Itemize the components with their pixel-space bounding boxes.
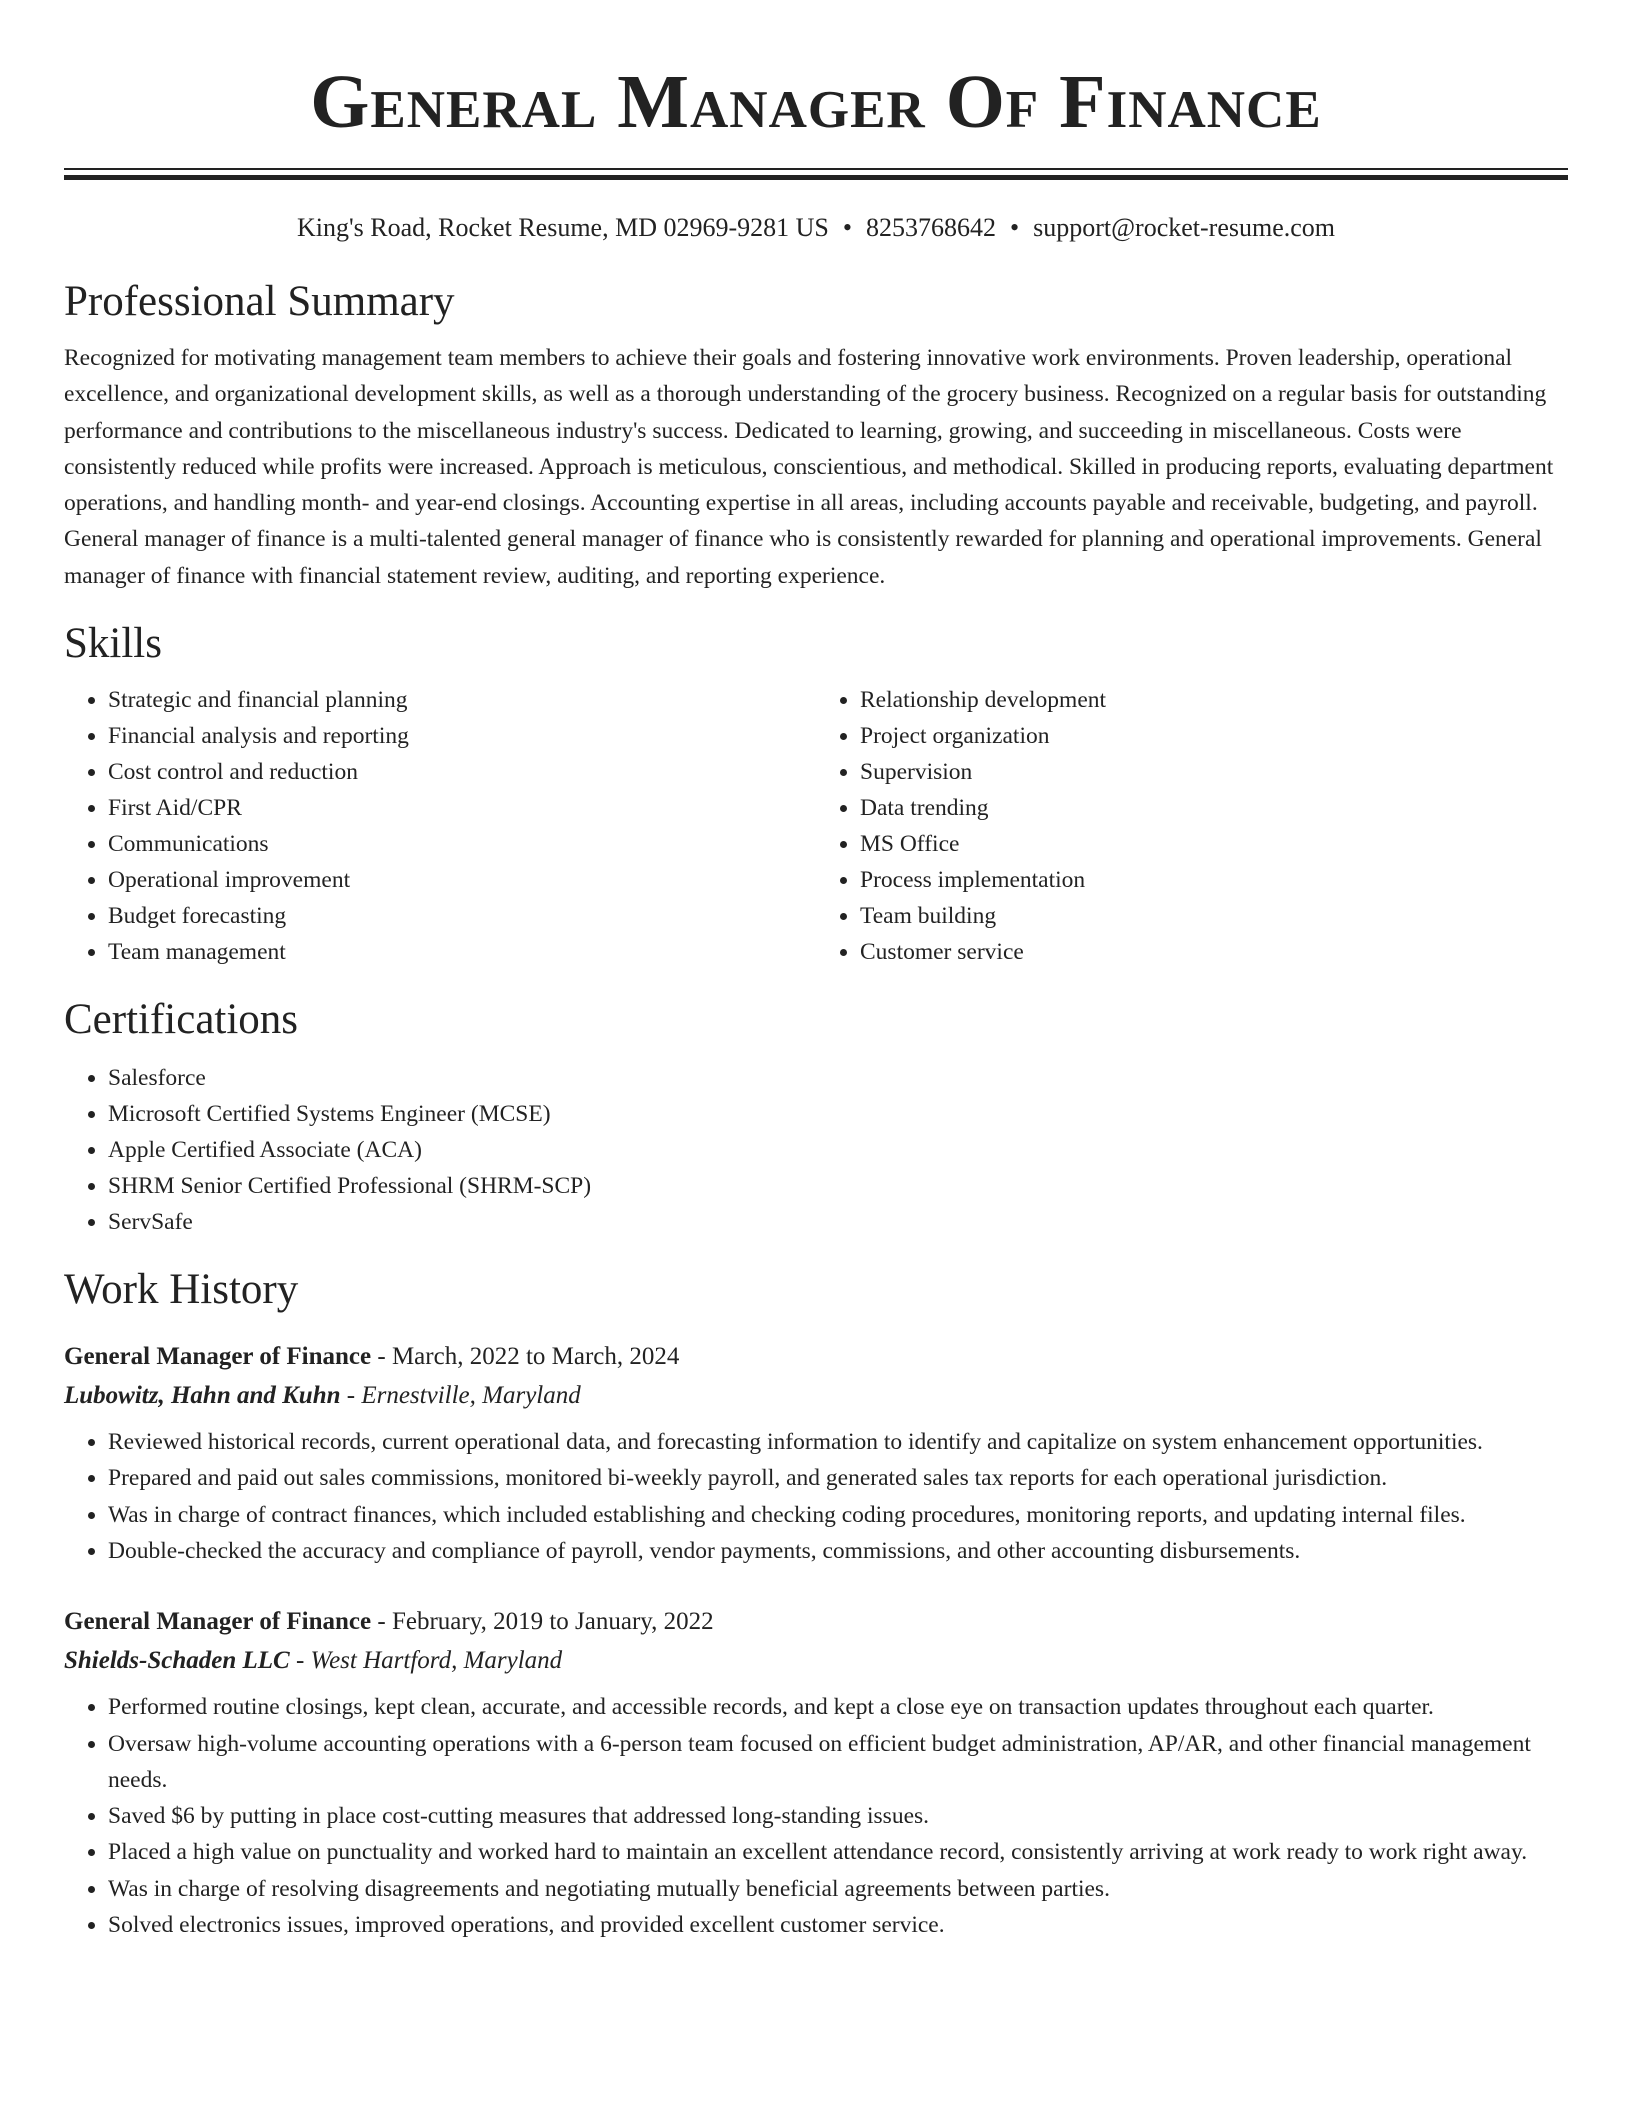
resume-page <box>64 0 1568 1943</box>
job-bullet: • Oversaw high-volume accounting operations with a 6-person team focused on efficient budget administration, AP/AR, and other financial management needs. <box>108 1726 1568 1799</box>
job-entry <box>64 1603 1568 1943</box>
skill-item: • Strategic and financial planning <box>108 682 816 718</box>
job-dates: - February, 2019 to January, 2022 <box>371 1608 714 1636</box>
contact-separator: • <box>842 213 852 242</box>
skill-item: • First Aid/CPR <box>108 790 816 826</box>
skill-item: • Supervision <box>860 754 1568 790</box>
skill-item: • Financial analysis and reporting <box>108 718 816 754</box>
job-bullet: • Placed a high value on punctuality and worked hard to maintain an excellent attendance record, consistently arriving at work ready to work right away. <box>108 1834 1568 1870</box>
header-rule-thin <box>64 168 1568 170</box>
job-entry <box>64 1338 1568 1569</box>
skill-item: • MS Office <box>860 826 1568 862</box>
contact-address: King's Road, Rocket Resume, MD 02969-9281 US <box>296 213 829 242</box>
contact-email: support@rocket-resume.com <box>1033 213 1336 242</box>
skill-item: • Team building <box>860 898 1568 934</box>
certification-item: • Salesforce <box>108 1060 1568 1096</box>
skills-list-right <box>816 682 1568 970</box>
skill-item: • Communications <box>108 826 816 862</box>
job-company: Shields-Schaden LLC <box>64 1647 290 1675</box>
certification-item: • ServSafe <box>108 1204 1568 1240</box>
job-title-line <box>64 1338 1568 1376</box>
certifications-list <box>64 1060 1568 1240</box>
job-bullet: • Was in charge of resolving disagreements and negotiating mutually beneficial agreements between parties. <box>108 1871 1568 1907</box>
skill-item: • Budget forecasting <box>108 898 816 934</box>
job-bullets <box>64 1424 1568 1569</box>
skill-item: • Relationship development <box>860 682 1568 718</box>
skill-item: • Cost control and reduction <box>108 754 816 790</box>
skill-item: • Data trending <box>860 790 1568 826</box>
skills-list-left <box>64 682 816 970</box>
job-bullet: • Was in charge of contract finances, which included establishing and checking coding procedures, monitoring reports, and updating internal files. <box>108 1497 1568 1533</box>
job-title-line <box>64 1603 1568 1641</box>
skills-heading: Skills <box>64 620 162 668</box>
job-bullet: • Prepared and paid out sales commissions, monitored bi-weekly payroll, and generated sales tax reports for each operational jurisdiction. <box>108 1460 1568 1496</box>
summary-text: Recognized for motivating management team members to achieve their goals and fostering innovative work environments. Proven leadership, operational excellence, and organizational development skills, as well as a thorough understanding of the grocery business. Recognized on a regular basis for outstanding performance and contributions to the miscellaneous industry's success. Dedicated to learning, growing, and succeeding in miscellaneous. Costs were consistently reduced while profits were increased. Approach is meticulous, conscientious, and methodical. Skilled in producing reports, evaluating department operations, and handling month- and year-end closings. Accounting expertise in all areas, including accounts payable and receivable, budgeting, and payroll. General manager of finance is a multi-talented general manager of finance who is consistently rewarded for planning and operational improvements. General manager of finance with financial statement review, auditing, and reporting experience. <box>64 345 1554 589</box>
job-location: - Ernestville, Maryland <box>340 1382 581 1410</box>
job-bullet: • Saved $6 by putting in place cost-cutting measures that addressed long-standing issues. <box>108 1798 1568 1834</box>
resume-name: General Manager Of Finance <box>310 60 1322 144</box>
skill-item: • Team management <box>108 934 816 970</box>
contact-phone: 8253768642 <box>865 213 996 242</box>
summary-heading: Professional Summary <box>64 278 455 325</box>
skill-item: • Operational improvement <box>108 862 816 898</box>
certifications-heading: Certifications <box>64 996 299 1044</box>
job-bullet: • Reviewed historical records, current operational data, and forecasting information to identify and capitalize on system enhancement opportunities. <box>108 1424 1568 1460</box>
job-bullet: • Performed routine closings, kept clean, accurate, and accessible records, and kept a close eye on transaction updates throughout each quarter. <box>108 1689 1568 1725</box>
certification-item: • Apple Certified Associate (ACA) <box>108 1132 1568 1168</box>
skill-item: • Process implementation <box>860 862 1568 898</box>
header-rule-thick <box>64 175 1568 180</box>
job-title: General Manager of Finance <box>64 1343 372 1371</box>
job-bullets <box>64 1689 1568 1943</box>
job-company: Lubowitz, Hahn and Kuhn <box>64 1382 341 1410</box>
skill-item: • Customer service <box>860 934 1568 970</box>
company-line <box>64 1376 1568 1416</box>
job-dates: - March, 2022 to March, 2024 <box>371 1343 680 1371</box>
contact-line <box>64 210 1568 246</box>
skill-item: • Project organization <box>860 718 1568 754</box>
job-bullet: • Solved electronics issues, improved operations, and provided excellent customer service. <box>108 1907 1568 1943</box>
certification-item: • Microsoft Certified Systems Engineer (MCSE) <box>108 1096 1568 1132</box>
work-history-heading: Work History <box>64 1266 299 1314</box>
skills-columns <box>64 682 1568 970</box>
job-location: - West Hartford, Maryland <box>289 1647 563 1675</box>
job-title: General Manager of Finance <box>64 1608 372 1636</box>
contact-separator: • <box>1009 213 1020 242</box>
company-line <box>64 1641 1568 1681</box>
certification-item: • SHRM Senior Certified Professional (SHRM-SCP) <box>108 1168 1568 1204</box>
job-bullet: • Double-checked the accuracy and compliance of payroll, vendor payments, commissions, and other accounting disbursements. <box>108 1533 1568 1569</box>
